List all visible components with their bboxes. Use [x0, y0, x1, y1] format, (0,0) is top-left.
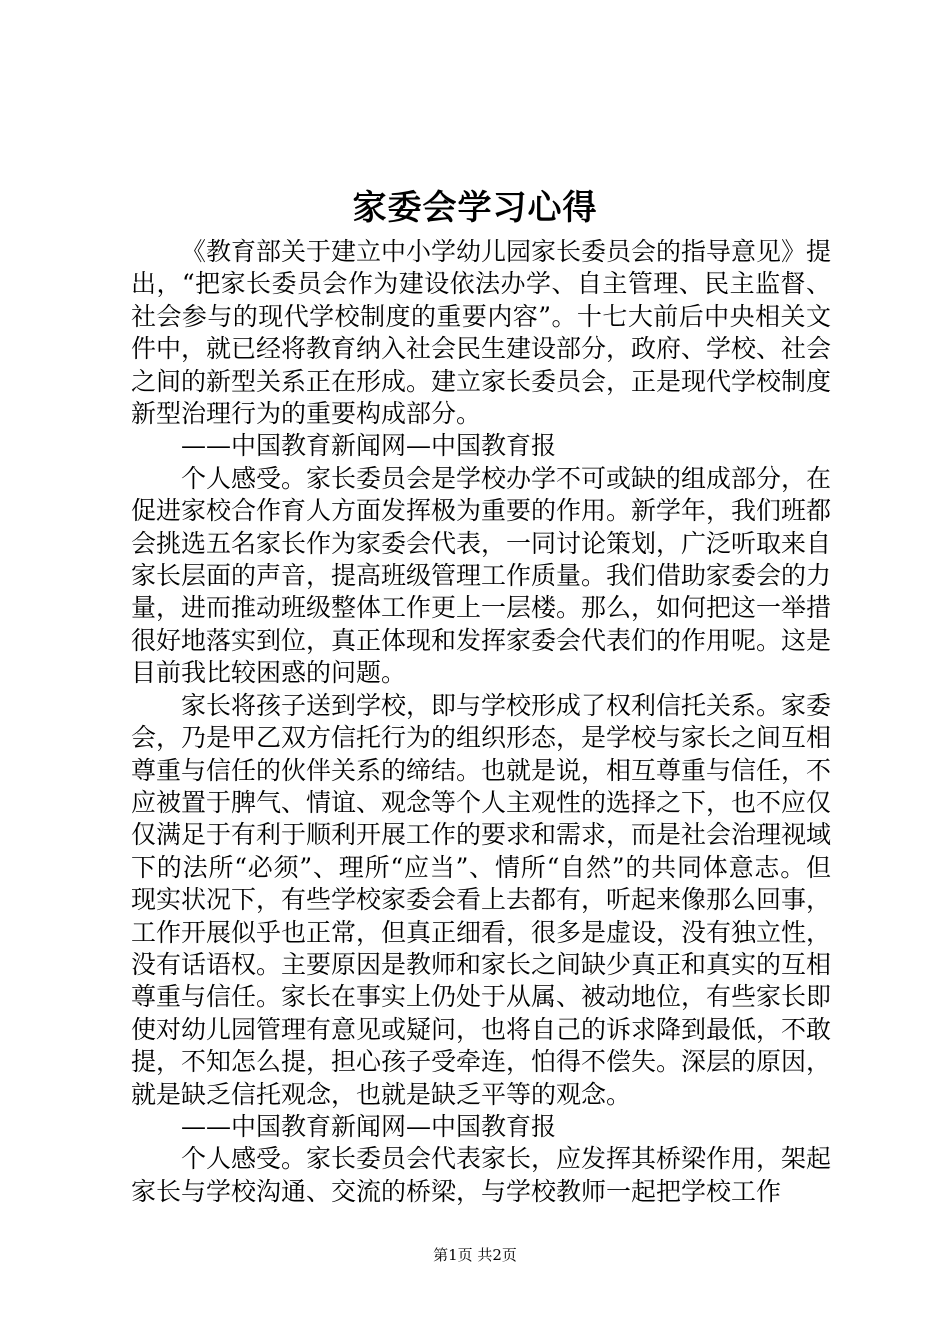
document-title: 家委会学习心得 [352, 188, 598, 228]
page-number: 第1页 共2页 [433, 1246, 517, 1264]
paragraph-reflection: 个人感受。家长委员会代表家长，应发挥其桥梁作用，架起家长与学校沟通、交流的桥梁，与学校教师一起把学校工作 [131, 1144, 832, 1206]
paragraph-intro: 《教育部关于建立中小学幼儿园家长委员会的指导意见》提出，“把家长委员会作为建设依法办学、自主管理、民主监督、社会参与的现代学校制度的重要内容”。十七大前后中央相关文件中，就已经将教育纳入社会民生建设部分，政府、学校、社会之间的新型关系正在形成。建立家长委员会，正是现代学校制度新型治理行为的重要构成部分。 [131, 237, 832, 429]
document-body [131, 236, 831, 1208]
paragraph-analysis: 家长将孩子送到学校，即与学校形成了权利信托关系。家委会，乃是甲乙双方信托行为的组织形态，是学校与家长之间互相尊重与信任的伙伴关系的缔结。也就是说，相互尊重与信任，不应被置于脾气、情谊、观念等个人主观性的选择之下，也不应仅仅满足于有利于顺利开展工作的要求和需求，而是社会治理视域下的法所“必须”、理所“应当”、情所“自然”的共同体意志。但现实状况下，有些学校家委会看上去都有，听起来像那么回事，工作开展似乎也正常，但真正细看，很多是虚设，没有独立性，没有话语权。主要原因是教师和家长之间缺少真正和真实的互相尊重与信任。家长在事实上仍处于从属、被动地位，有些家长即使对幼儿园管理有意见或疑问，也将自己的诉求降到最低，不敢提，不知怎么提，担心孩子受牵连，怕得不偿失。深层的原因，就是缺乏信托观念，也就是缺乏平等的观念。 [131, 690, 832, 1109]
paragraph-source: ——中国教育新闻网—中国教育报 [181, 431, 557, 461]
paragraph-reflection: 个人感受。家长委员会是学校办学不可或缺的组成部分，在促进家校合作育人方面发挥极为重要的作用。新学年，我们班都会挑选五名家长作为家委会代表，一同讨论策划，广泛听取来自家长层面的声音，提高班级管理工作质量。我们借助家委会的力量，进而推动班级整体工作更上一层楼。那么，如何把这一举措很好地落实到位，真正体现和发挥家委会代表们的作用呢。这是目前我比较困惑的问题。 [131, 463, 832, 688]
paragraph-source: ——中国教育新闻网—中国教育报 [181, 1111, 557, 1141]
